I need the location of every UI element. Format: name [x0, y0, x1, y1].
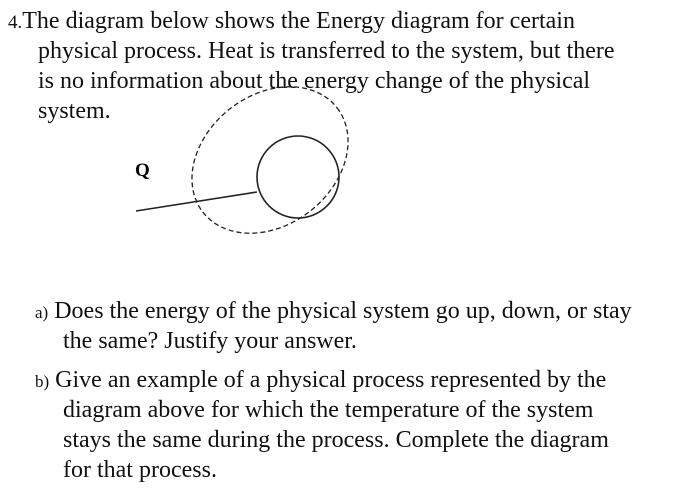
part-b-line-2: diagram above for which the temperature of the system [63, 397, 594, 423]
question-number: 4. [8, 12, 23, 33]
question-line-3: is no information about the energy change of the physical [38, 68, 591, 94]
part-a-line-2: the same? Justify your answer. [63, 328, 357, 354]
question-line-1: The diagram below shows the Energy diagram for certain [22, 8, 575, 34]
energy-circle [257, 136, 339, 218]
question-line-4: system. [38, 98, 111, 124]
part-b-label: b) [35, 372, 50, 391]
question-line-2: physical process. Heat is transferred to the system, but there [38, 38, 615, 64]
part-a-line-1: Does the energy of the physical system go up, down, or stay [54, 298, 632, 324]
heat-label: Q [135, 160, 150, 181]
part-b-line-1: Give an example of a physical process represented by the [55, 367, 607, 393]
part-a-label: a) [35, 303, 49, 322]
heat-arrow-line [136, 192, 257, 211]
part-b-line-4: for that process. [63, 457, 217, 483]
part-b-line-3: stays the same during the process. Complete the diagram [63, 427, 609, 453]
